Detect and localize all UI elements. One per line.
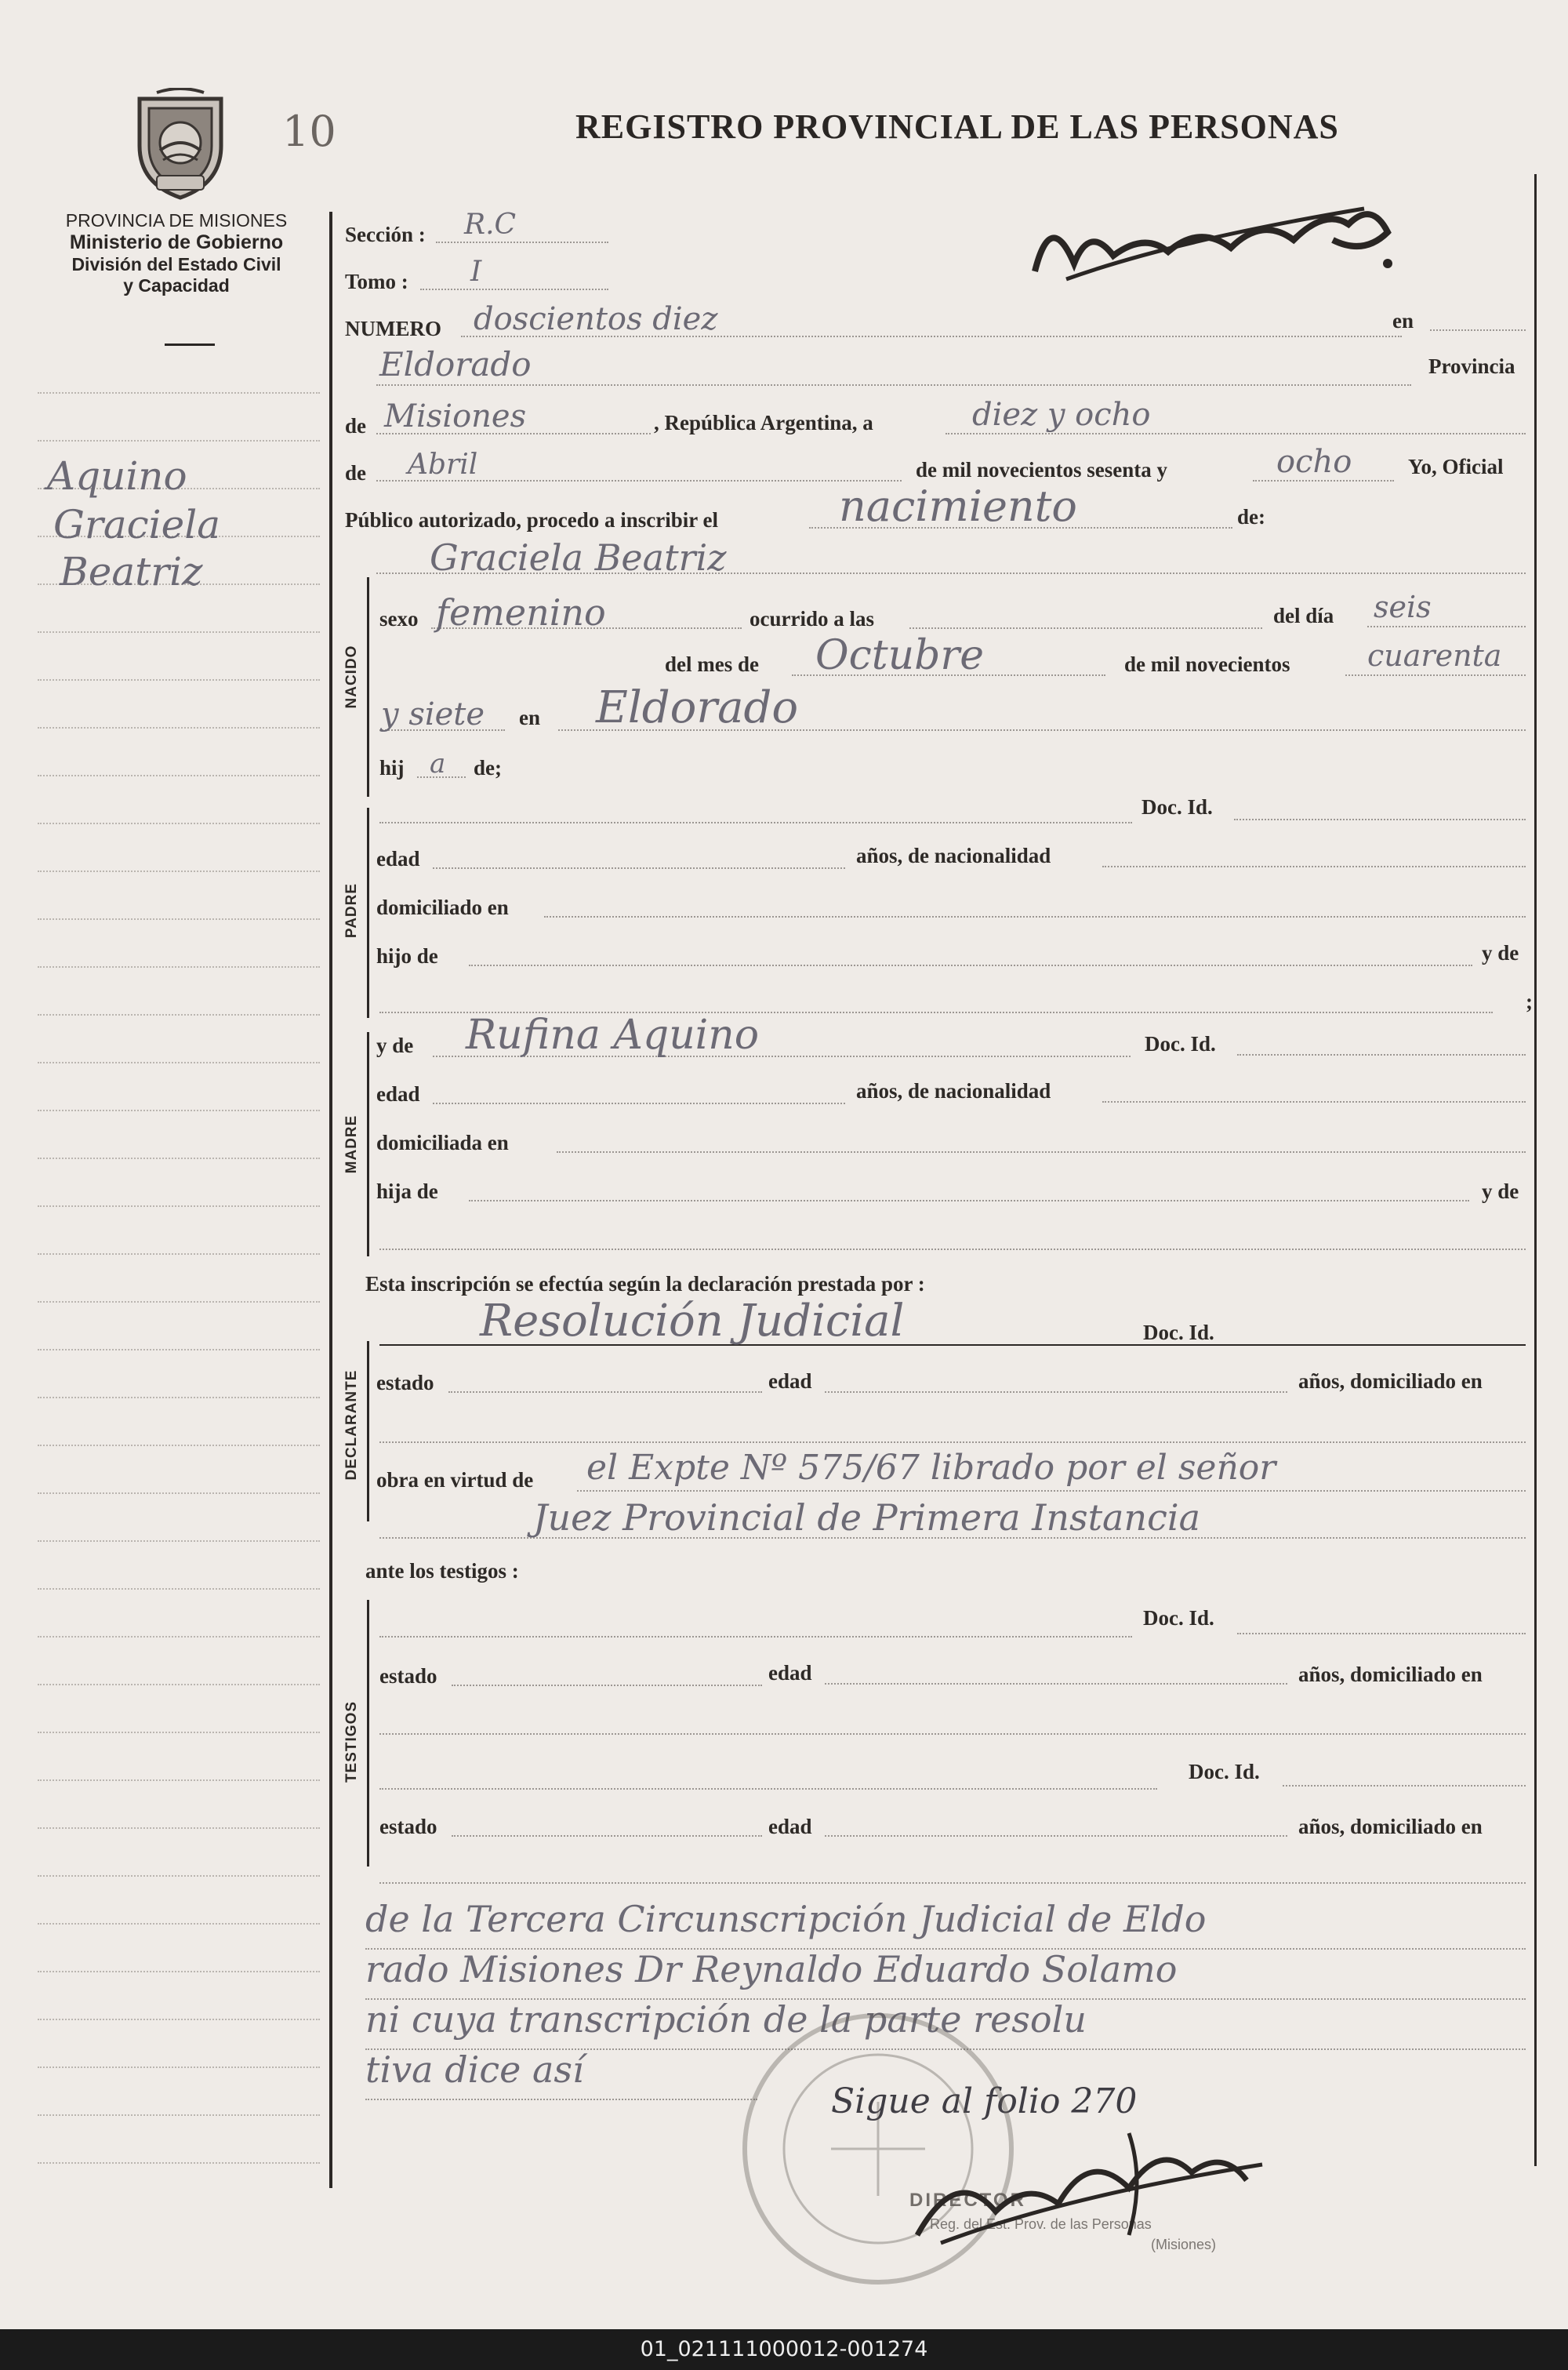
margin-rule <box>38 823 320 824</box>
margin-rule <box>38 1110 320 1111</box>
tomo-line <box>420 289 608 290</box>
anio-nac-value-1: cuarenta <box>1367 638 1502 673</box>
director-signature-icon <box>894 2117 1301 2259</box>
padre-y-de-label: y de <box>1482 941 1519 965</box>
testigo1-nombre-line <box>379 1636 1132 1638</box>
dia-line <box>1367 626 1526 627</box>
section-madre: MADRE <box>343 1114 360 1174</box>
ante-testigos-label: ante los testigos : <box>365 1559 519 1583</box>
madre-nac-line <box>1102 1101 1526 1103</box>
issuer-block <box>31 210 321 296</box>
testigo1-dom-label: años, domiciliado en <box>1298 1663 1483 1686</box>
hij-label: hij <box>379 756 405 780</box>
declarante-rule <box>367 1341 369 1521</box>
section-nacido: NACIDO <box>343 645 360 709</box>
padre-rule <box>367 808 369 1018</box>
madre-nombre-value: Rufina Aquino <box>466 1012 760 1059</box>
declarante-estado-label: estado <box>376 1371 434 1394</box>
sexo-label: sexo <box>379 607 419 631</box>
del-mes-label: del mes de <box>665 652 759 676</box>
margin-note-name-1: Graciela <box>53 502 221 547</box>
madre-doc-line <box>1237 1054 1526 1056</box>
madre-domicilio-label: domiciliada en <box>376 1131 509 1154</box>
seccion-line <box>436 242 608 243</box>
section-testigos: TESTIGOS <box>343 1700 360 1783</box>
testigo1-estado-line <box>452 1685 762 1686</box>
madre-edad-line <box>433 1103 845 1104</box>
margin-rule <box>38 1779 320 1781</box>
margin-rule <box>38 966 320 968</box>
ocurrido-label: ocurrido a las <box>750 607 874 631</box>
margin-note-name-2: Beatriz <box>60 549 203 594</box>
padre-nombre-line <box>379 822 1132 823</box>
yo-oficial-label: Yo, Oficial <box>1408 455 1504 478</box>
padre-edad-line <box>433 867 845 869</box>
coat-of-arms-icon <box>125 88 235 204</box>
padre-nac-label: años, de nacionalidad <box>856 844 1051 867</box>
madre-doc-id-label: Doc. Id. <box>1145 1032 1216 1056</box>
declarante-edad-line <box>825 1391 1287 1393</box>
testigo2-edad-line <box>825 1835 1287 1837</box>
testigo2-doc-line <box>1283 1785 1526 1787</box>
hij-value: a <box>430 748 446 780</box>
director-stamp-subtitle: Reg. del Est. Prov. de las Personas <box>930 2216 1152 2232</box>
seccion-value: R.C <box>464 209 517 241</box>
page-number: 10 <box>282 107 336 156</box>
hijo-de-label: hijo de <box>376 944 438 968</box>
director-stamp-title: DIRECTOR <box>909 2190 1026 2211</box>
issuer-divider <box>165 344 215 346</box>
sexo-value: femenino <box>436 591 606 634</box>
lugar-value: Eldorado <box>379 345 532 383</box>
seccion-label: Sección : <box>345 223 426 246</box>
margin-rule <box>38 1827 320 1829</box>
lugar-nac-value: Eldorado <box>596 682 799 733</box>
margin-rule <box>38 727 320 729</box>
declarante-dom-line <box>379 1441 1526 1443</box>
padre-domicilio-line <box>544 916 1526 918</box>
issuer-division-2: y Capacidad <box>123 275 230 296</box>
obra-line-1 <box>577 1490 1526 1492</box>
de-semi-label: de; <box>474 756 502 780</box>
cont-text-3: ni cuya transcripción de la parte resolu <box>365 1998 1087 2041</box>
margin-note-surname: Aquino <box>47 453 187 499</box>
madre-y-de-label: y de <box>376 1034 414 1057</box>
declarante-doc-id-label: Doc. Id. <box>1143 1321 1214 1344</box>
hora-line <box>909 627 1262 629</box>
tomo-value: I <box>470 256 482 288</box>
hijo-de-line <box>469 965 1472 966</box>
declarante-edad-label: edad <box>768 1369 812 1393</box>
margin-rule <box>38 1349 320 1350</box>
numero-label: NUMERO <box>345 317 441 340</box>
obra-label: obra en virtud de <box>376 1468 534 1492</box>
margin-rule <box>38 631 320 633</box>
fecha-value: diez y ocho <box>972 397 1151 433</box>
acto-value: nacimiento <box>839 482 1077 531</box>
issuer-province: PROVINCIA DE MISIONES <box>65 210 288 231</box>
testigo1-edad-line <box>825 1683 1287 1685</box>
obra-value-2: Juez Provincial de Primera Instancia <box>533 1496 1200 1539</box>
testigo2-dom-line <box>379 1882 1526 1884</box>
del-dia-label: del día <box>1273 604 1334 627</box>
lugar-line <box>376 384 1411 386</box>
margin-rule <box>38 1014 320 1016</box>
madre-domicilio-line <box>557 1151 1526 1153</box>
anio-value: ocho <box>1276 444 1352 480</box>
margin-rule <box>38 392 320 394</box>
padre-doc-id-label: Doc. Id. <box>1142 795 1213 819</box>
section-declarante: DECLARANTE <box>343 1369 360 1481</box>
testigos-rule <box>367 1600 369 1867</box>
section-padre: PADRE <box>343 882 360 939</box>
obra-value-1: el Expte Nº 575/67 librado por el señor <box>586 1448 1276 1488</box>
fecha-line <box>946 433 1526 434</box>
de-colon-label: de: <box>1237 505 1265 529</box>
provincia-label: Provincia <box>1428 354 1515 378</box>
publico-label: Público autorizado, procedo a inscribir el <box>345 508 718 532</box>
de-mil-label: de mil novecientos sesenta y <box>916 458 1167 482</box>
testigo2-estado-label: estado <box>379 1815 437 1838</box>
declarante-value: Resolución Judicial <box>480 1296 905 1347</box>
official-signature-icon <box>1019 177 1411 295</box>
margin-rule <box>38 1205 320 1207</box>
margin-rule <box>38 440 320 442</box>
margin-rule <box>38 1875 320 1877</box>
de-label-2: de <box>345 461 366 485</box>
numero-value: doscientos diez <box>474 301 718 337</box>
margin-rule <box>38 1158 320 1159</box>
padre-edad-label: edad <box>376 847 420 871</box>
en-label-2: en <box>519 706 540 729</box>
margin-rule <box>38 1253 320 1255</box>
tomo-label: Tomo : <box>345 270 408 293</box>
image-id-footer: 01_021111000012-001274 <box>0 2329 1568 2370</box>
en-line <box>1430 329 1526 331</box>
page-title: REGISTRO PROVINCIAL DE LAS PERSONAS <box>575 107 1339 146</box>
madre-y-de-label-2: y de <box>1482 1180 1519 1203</box>
testigo2-edad-label: edad <box>768 1815 812 1838</box>
margin-rule <box>38 2162 320 2164</box>
hija-de-label: hija de <box>376 1180 438 1203</box>
cont-text-1: de la Tercera Circunscripción Judicial de Eldo <box>365 1898 1207 1940</box>
margin-rule <box>38 1636 320 1638</box>
provincia-value: Misiones <box>384 398 527 434</box>
mes-nac-value: Octubre <box>815 632 985 679</box>
margin-rule <box>38 2114 320 2116</box>
de-label-1: de <box>345 414 366 438</box>
madre-rule <box>367 1032 369 1256</box>
testigo2-nombre-line <box>379 1788 1157 1790</box>
padre-doc-line <box>1234 819 1526 820</box>
margin-rule <box>38 871 320 872</box>
padre-domicilio-label: domiciliado en <box>376 896 509 919</box>
margin-rule <box>38 1540 320 1542</box>
madre-nac-label: años, de nacionalidad <box>856 1079 1051 1103</box>
testigo1-estado-label: estado <box>379 1664 437 1688</box>
margin-rule <box>38 1445 320 1446</box>
anio-nac-line <box>1345 674 1526 676</box>
director-stamp-province: (Misiones) <box>1151 2237 1217 2252</box>
testigo1-doc-line <box>1237 1633 1526 1634</box>
margin-rule <box>38 2019 320 2020</box>
declarante-dom-label: años, domiciliado en <box>1298 1369 1483 1393</box>
esta-inscripcion-label: Esta inscripción se efectúa según la declaración prestada por : <box>365 1272 925 1296</box>
anio-line <box>1253 480 1394 482</box>
margin-rule <box>38 1971 320 1972</box>
sigue-folio: Sigue al folio 270 <box>831 2081 1138 2121</box>
margin-rule <box>38 1588 320 1590</box>
testigo1-dom-line <box>379 1733 1526 1735</box>
cont-text-4: tiva dice así <box>365 2048 584 2091</box>
en-label: en <box>1392 309 1414 333</box>
margin-rule <box>38 1684 320 1685</box>
nacido-rule <box>367 577 369 797</box>
cont-line-4 <box>365 2099 757 2100</box>
testigo2-doc-id-label: Doc. Id. <box>1189 1760 1260 1783</box>
issuer-division: División del Estado Civil <box>71 254 281 274</box>
margin-rule <box>38 1301 320 1303</box>
anio-nac-value-2: y siete <box>381 696 485 732</box>
margin-rule <box>38 679 320 681</box>
dia-value: seis <box>1374 590 1432 624</box>
madre-abuelos-line <box>379 1249 1526 1250</box>
margin-rule <box>38 775 320 776</box>
margin-rule <box>38 2066 320 2068</box>
de-mil-nov-label: de mil novecientos <box>1124 652 1290 676</box>
padre-semicolon: ; <box>1526 990 1533 1013</box>
testigo1-doc-id-label: Doc. Id. <box>1143 1606 1214 1630</box>
margin-rule <box>38 1062 320 1063</box>
margin-rule <box>38 1397 320 1398</box>
declarante-estado-line <box>448 1391 762 1393</box>
republica-label: , República Argentina, a <box>654 411 873 434</box>
nombre-value: Graciela Beatriz <box>430 536 727 579</box>
margin-rule <box>38 1923 320 1925</box>
madre-edad-label: edad <box>376 1082 420 1106</box>
main-right-rule <box>1534 174 1537 2166</box>
margin-rule <box>38 1492 320 1494</box>
margin-rule <box>38 1732 320 1733</box>
cont-text-2: rado Misiones Dr Reynaldo Eduardo Solamo <box>365 1948 1178 1990</box>
padre-nac-line <box>1102 866 1526 867</box>
main-left-rule <box>329 212 332 2188</box>
testigo2-dom-label: años, domiciliado en <box>1298 1815 1483 1838</box>
hija-de-line <box>469 1200 1469 1201</box>
issuer-ministry: Ministerio de Gobierno <box>69 231 284 253</box>
mes-value: Abril <box>408 449 478 481</box>
testigo1-edad-label: edad <box>768 1661 812 1685</box>
testigo2-estado-line <box>452 1835 762 1837</box>
margin-rule <box>38 918 320 920</box>
